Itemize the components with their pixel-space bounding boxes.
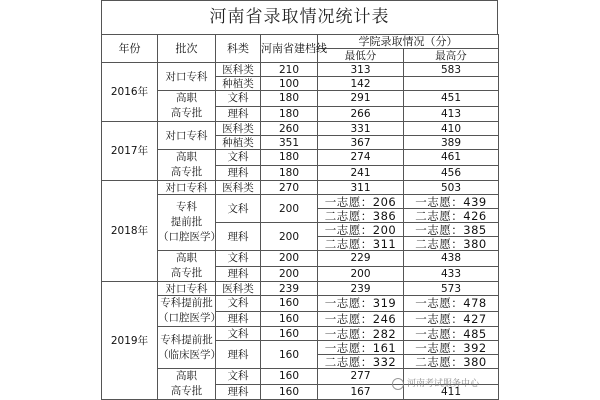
watermark-text: 河南考试服务中心 <box>407 379 480 389</box>
max-cell: 一志愿：478 <box>404 296 499 312</box>
min-cell: 229 <box>318 251 404 267</box>
category-cell: 理科 <box>216 341 261 369</box>
max-cell: 433 <box>404 266 499 282</box>
batch-line: 高专批 <box>170 166 203 178</box>
line-cell: 180 <box>261 165 318 181</box>
year-cell: 2019年 <box>102 282 158 400</box>
table-row <box>102 296 499 312</box>
min-cell: 367 <box>318 136 404 150</box>
batch-cell: 对口专科 <box>158 282 216 296</box>
line-cell: 239 <box>261 282 318 296</box>
max-cell <box>404 77 499 91</box>
batch-line: 专科提前批 <box>160 333 213 346</box>
table-row <box>102 122 499 136</box>
table-title: 河南省录取情况统计表 <box>101 0 498 34</box>
min-cell: 一志愿：319 <box>318 296 404 312</box>
min-cell: 一志愿：200 <box>318 223 404 237</box>
batch-line: （口腔医学） <box>158 231 221 243</box>
min-cell: 266 <box>318 106 404 122</box>
batch-cell <box>158 251 216 282</box>
admission-stats-table <box>101 0 498 400</box>
category-cell: 文科 <box>216 91 261 107</box>
category-cell: 种植类 <box>216 77 261 91</box>
batch-line: 高职 <box>176 151 197 163</box>
line-cell: 160 <box>261 327 318 341</box>
category-cell: 医科类 <box>216 122 261 136</box>
max-cell: 389 <box>404 136 499 150</box>
max-cell: 一志愿：427 <box>404 311 499 327</box>
category-cell: 文科 <box>216 150 261 166</box>
table-row <box>102 251 499 267</box>
category-cell: 理科 <box>216 266 261 282</box>
category-cell: 医科类 <box>216 63 261 77</box>
line-cell: 160 <box>261 296 318 312</box>
min-cell: 331 <box>318 122 404 136</box>
min-cell: 一志愿：206 <box>318 195 404 209</box>
table-row <box>102 63 499 77</box>
line-cell: 200 <box>261 223 318 251</box>
min-cell: 313 <box>318 63 404 77</box>
max-cell: 410 <box>404 122 499 136</box>
header-row <box>102 35 499 49</box>
line-cell: 180 <box>261 106 318 122</box>
header-max: 最高分 <box>404 49 499 63</box>
batch-cell <box>158 150 216 181</box>
min-cell: 142 <box>318 77 404 91</box>
header-province-line: 河南省建档线 <box>261 35 318 63</box>
table-row <box>102 91 499 107</box>
header-min: 最低分 <box>318 49 404 63</box>
line-cell: 260 <box>261 122 318 136</box>
min-cell: 274 <box>318 150 404 166</box>
category-cell: 文科 <box>216 327 261 341</box>
year-cell: 2018年 <box>102 181 158 282</box>
min-cell: 二志愿：386 <box>318 209 404 223</box>
line-cell: 270 <box>261 181 318 195</box>
max-cell: 一志愿：439 <box>404 195 499 209</box>
max-cell: 438 <box>404 251 499 267</box>
line-cell: 210 <box>261 63 318 77</box>
category-cell: 医科类 <box>216 181 261 195</box>
batch-line: （临床医学） <box>158 348 221 361</box>
line-cell: 160 <box>261 311 318 327</box>
line-cell: 180 <box>261 91 318 107</box>
min-cell: 二志愿：311 <box>318 237 404 251</box>
table-row <box>102 327 499 341</box>
category-cell: 理科 <box>216 311 261 327</box>
category-cell: 理科 <box>216 106 261 122</box>
category-cell: 理科 <box>216 223 261 251</box>
batch-cell: 对口专科 <box>158 122 216 150</box>
header-category: 科类 <box>216 35 261 63</box>
category-cell: 文科 <box>216 251 261 267</box>
min-cell: 一志愿：246 <box>318 311 404 327</box>
batch-cell: 对口专科 <box>158 63 216 91</box>
batch-line: （口腔医学） <box>158 312 221 324</box>
line-cell: 160 <box>261 384 318 400</box>
batch-cell <box>158 369 216 400</box>
min-cell: 167 <box>318 384 404 400</box>
batch-line: 高职 <box>176 92 197 104</box>
line-cell: 160 <box>261 341 318 369</box>
max-cell: 583 <box>404 63 499 77</box>
category-cell: 文科 <box>216 195 261 223</box>
min-cell: 277 <box>318 369 404 385</box>
max-cell: 456 <box>404 165 499 181</box>
min-cell: 200 <box>318 266 404 282</box>
batch-line: 提前批 <box>170 216 203 228</box>
max-cell: 461 <box>404 150 499 166</box>
table-row <box>102 181 499 195</box>
min-cell: 239 <box>318 282 404 296</box>
max-cell: 451 <box>404 91 499 107</box>
category-cell: 理科 <box>216 165 261 181</box>
max-cell: 573 <box>404 282 499 296</box>
header-year: 年份 <box>102 35 158 63</box>
header-batch: 批次 <box>158 35 216 63</box>
line-cell: 100 <box>261 77 318 91</box>
max-cell: 一志愿：485 <box>404 327 499 341</box>
line-cell: 200 <box>261 266 318 282</box>
batch-line: 高专批 <box>170 107 203 119</box>
min-cell: 241 <box>318 165 404 181</box>
table-row <box>102 195 499 209</box>
batch-line: 专科 <box>176 201 197 213</box>
category-cell: 医科类 <box>216 282 261 296</box>
watermark <box>392 376 479 390</box>
max-cell: 一志愿：392 <box>404 341 499 355</box>
line-cell: 180 <box>261 150 318 166</box>
line-cell: 160 <box>261 369 318 385</box>
max-cell: 二志愿：380 <box>404 237 499 251</box>
batch-line: 高专批 <box>170 267 203 279</box>
batch-cell <box>158 91 216 122</box>
max-cell: 413 <box>404 106 499 122</box>
line-cell: 351 <box>261 136 318 150</box>
line-cell: 200 <box>261 251 318 267</box>
year-cell: 2016年 <box>102 63 158 122</box>
batch-cell <box>158 327 221 369</box>
max-cell: 二志愿：380 <box>404 355 499 369</box>
line-cell: 200 <box>261 195 318 223</box>
wechat-logo-icon <box>392 378 404 390</box>
min-cell: 311 <box>318 181 404 195</box>
batch-line: 高专批 <box>170 385 203 397</box>
batch-line: 高职 <box>176 252 197 264</box>
batch-cell <box>158 195 221 251</box>
header-admission: 学院录取情况（分） <box>318 35 499 49</box>
min-cell: 一志愿：282 <box>318 327 404 341</box>
min-cell: 291 <box>318 91 404 107</box>
year-cell: 2017年 <box>102 122 158 181</box>
max-cell: 503 <box>404 181 499 195</box>
table-row <box>102 282 499 296</box>
max-cell: 二志愿：426 <box>404 209 499 223</box>
category-cell: 文科 <box>216 369 261 385</box>
min-cell: 二志愿：332 <box>318 355 404 369</box>
data-table <box>101 34 499 400</box>
batch-line: 高职 <box>176 370 197 382</box>
min-cell: 一志愿：161 <box>318 341 404 355</box>
batch-cell <box>158 296 221 327</box>
table-row <box>102 150 499 166</box>
category-cell: 理科 <box>216 384 261 400</box>
batch-line: 专科提前批 <box>160 297 213 309</box>
batch-cell: 对口专科 <box>158 181 216 195</box>
category-cell: 种植类 <box>216 136 261 150</box>
category-cell: 文科 <box>216 296 261 312</box>
max-cell: 411 <box>404 384 499 400</box>
max-cell: 一志愿：385 <box>404 223 499 237</box>
